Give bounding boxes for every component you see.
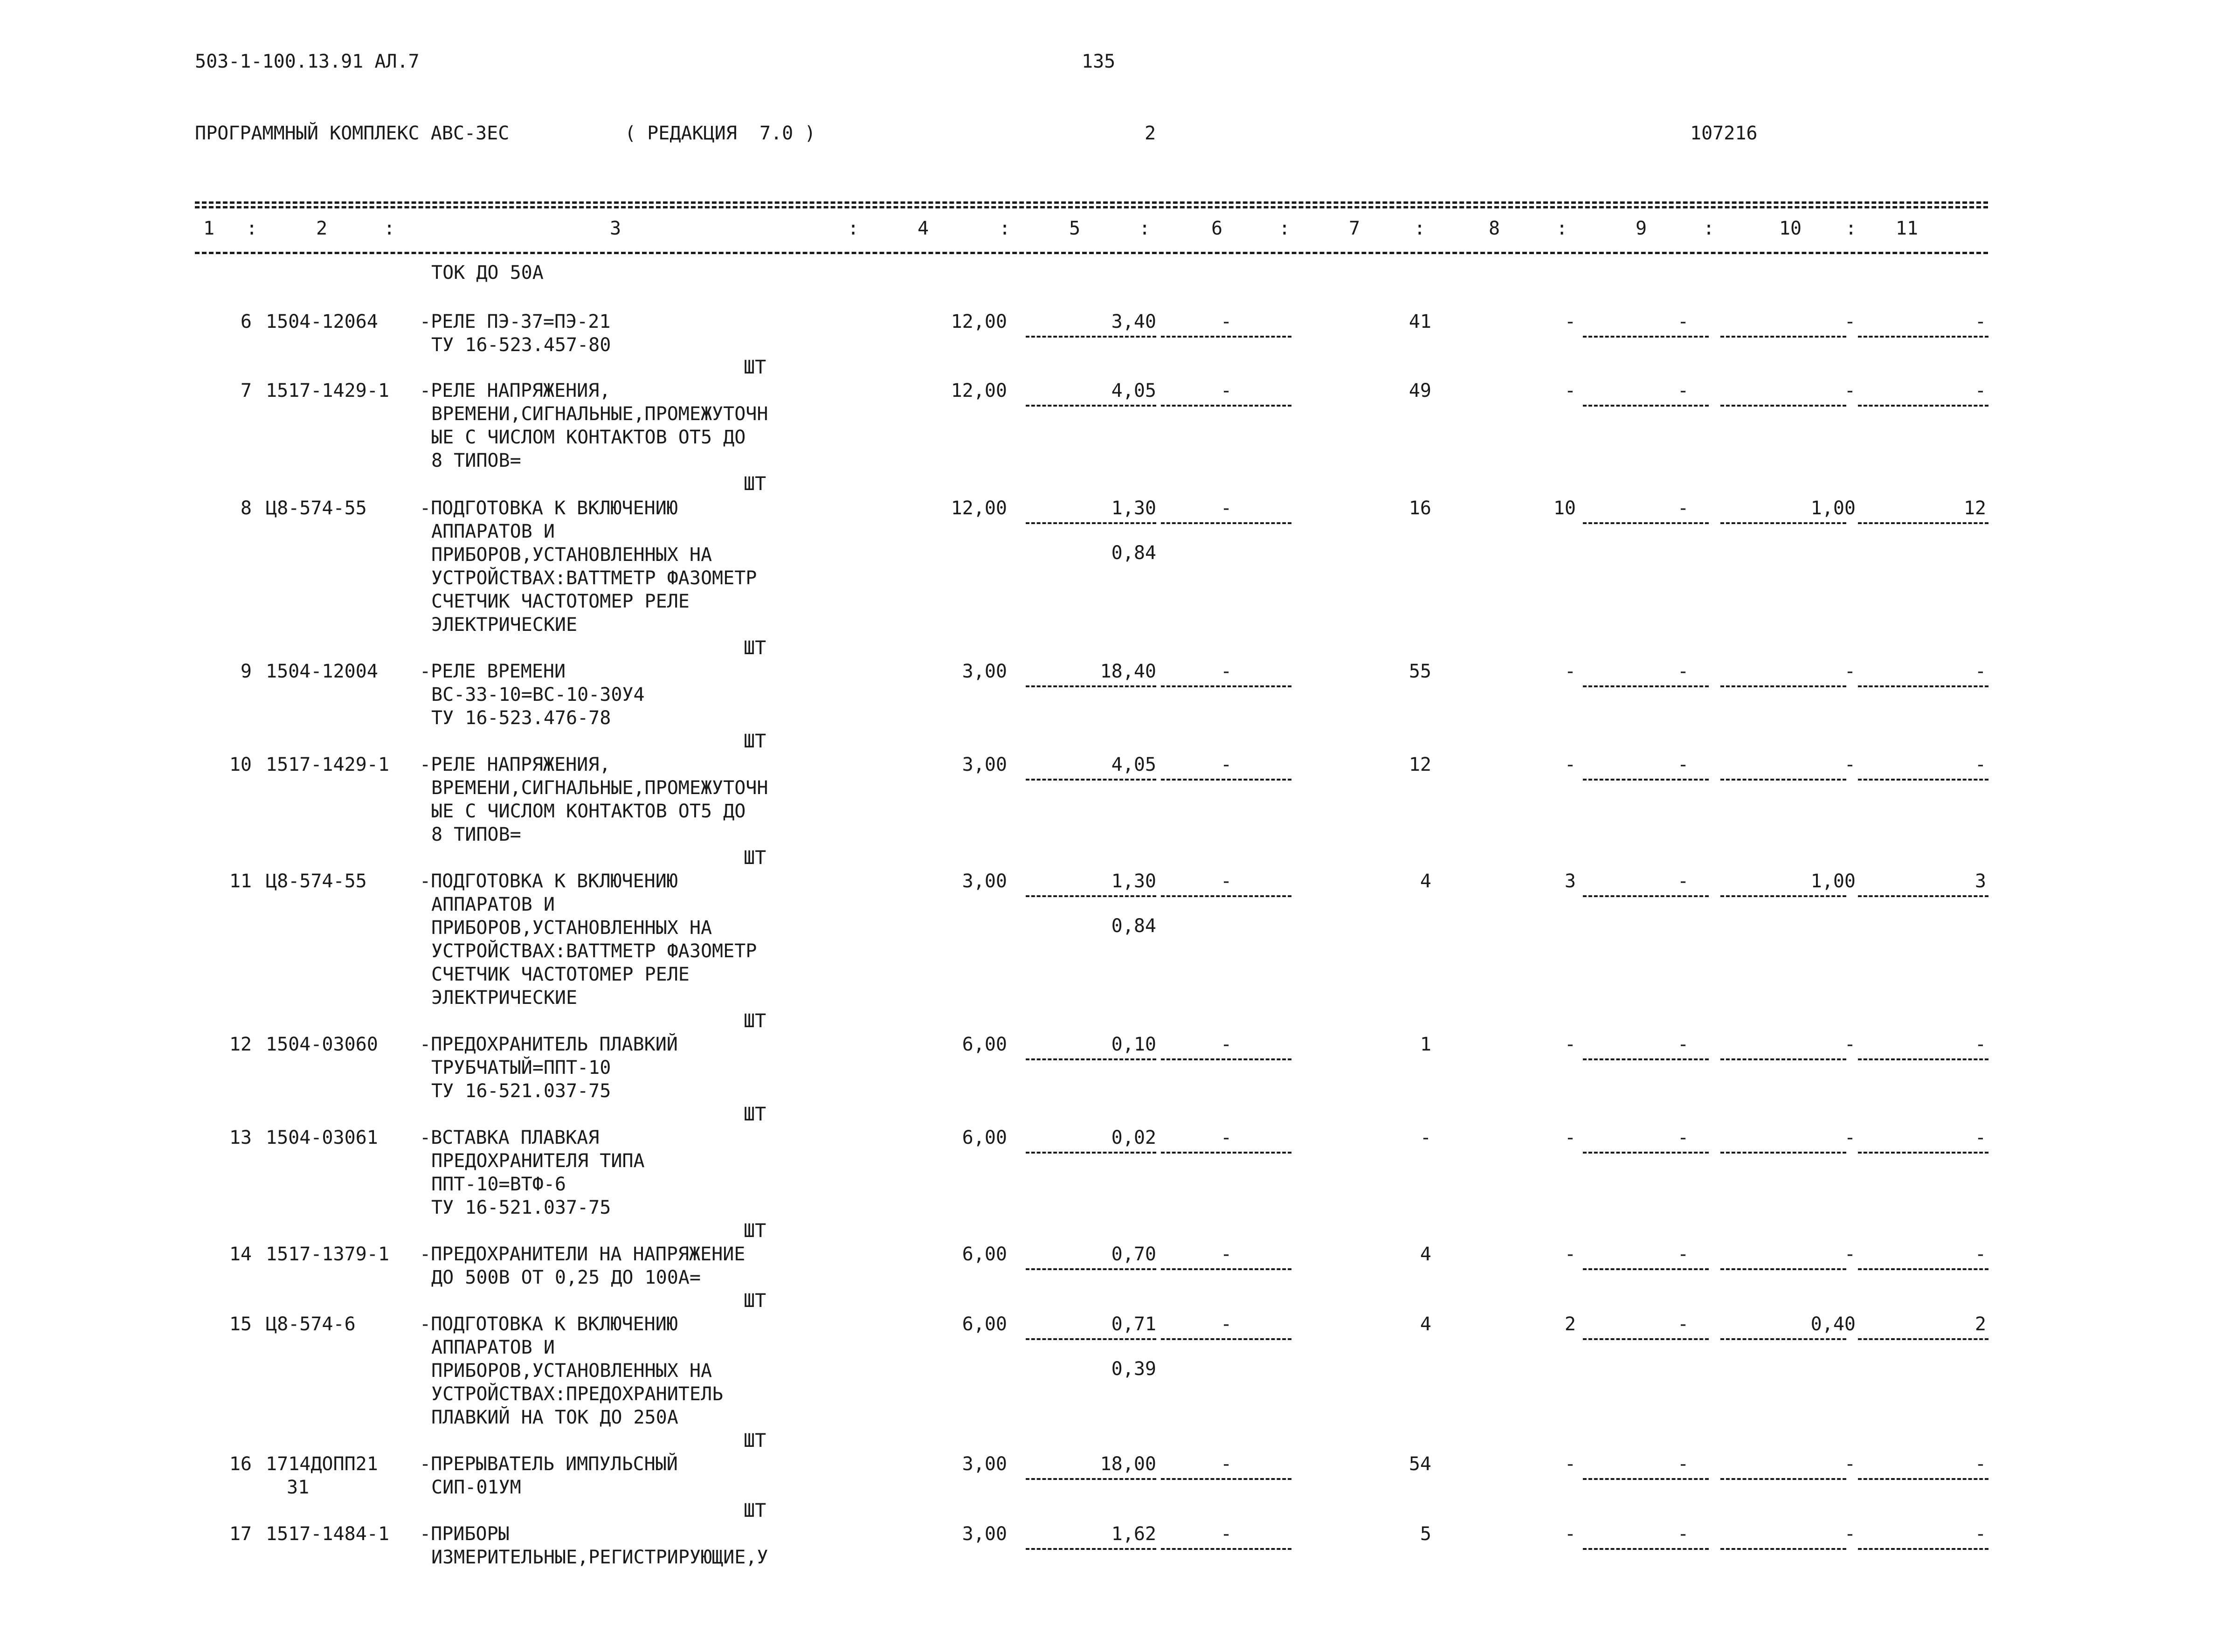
column-separator: :: [1278, 218, 1291, 239]
cell-col10: -: [1844, 754, 1856, 775]
cell-col5: 1,30: [1111, 498, 1156, 519]
subtotal-rule: [1720, 779, 1846, 781]
row-number: 15: [229, 1313, 252, 1335]
column-header-9: 9: [1635, 218, 1647, 239]
cell-col8: -: [1564, 1244, 1576, 1265]
document-code: 503-1-100.13.91 АЛ.7: [195, 51, 420, 72]
subtotal-rule: [1858, 895, 1988, 897]
item-description-line: -РЕЛЕ НАПРЯЖЕНИЯ,: [420, 754, 611, 775]
cell-col10: -: [1844, 1034, 1856, 1055]
cell-quantity: 12,00: [951, 311, 1007, 332]
cell-col11: 12: [1963, 498, 1986, 519]
item-code: 1504-12064: [266, 311, 378, 332]
item-description-line: ТУ 16-523.457-80: [431, 334, 611, 356]
column-separator: :: [847, 218, 859, 239]
item-description-line: АППАРАТОВ И: [431, 521, 555, 542]
cell-col11: -: [1975, 1523, 1986, 1545]
item-unit: ШТ: [744, 731, 766, 752]
item-description-line: -ПОДГОТОВКА К ВКЛЮЧЕНИЮ: [420, 871, 678, 892]
subtotal-rule: [1720, 1478, 1846, 1480]
item-description-line: -РЕЛЕ НАПРЯЖЕНИЯ,: [420, 380, 611, 401]
cell-col11: -: [1975, 1034, 1986, 1055]
subtotal-rule: [1161, 336, 1291, 338]
cell-col5: 1,62: [1111, 1523, 1156, 1545]
cell-col6: -: [1220, 1244, 1232, 1265]
item-description-line: СЧЕТЧИК ЧАСТОТОМЕР РЕЛЕ: [431, 964, 690, 985]
cell-quantity: 3,00: [962, 871, 1007, 892]
item-unit: ШТ: [744, 1104, 766, 1125]
subtotal-rule: [1583, 685, 1709, 687]
column-separator: :: [1556, 218, 1568, 239]
cell-col10: -: [1844, 1127, 1856, 1148]
cell-col5: 4,05: [1111, 380, 1156, 401]
cell-col5: 0,02: [1111, 1127, 1156, 1148]
item-unit: ШТ: [744, 637, 766, 659]
subtotal-rule: [1583, 1058, 1709, 1060]
subtotal-rule: [1161, 895, 1291, 897]
subtotal-rule: [1858, 779, 1988, 781]
cell-col6: -: [1220, 1034, 1232, 1055]
subtotal-rule: [1026, 685, 1156, 687]
cell-quantity: 3,00: [962, 661, 1007, 682]
item-description-line: ДО 500В ОТ 0,25 ДО 100А=: [431, 1267, 701, 1288]
subtotal-rule: [1720, 895, 1846, 897]
column-separator: :: [999, 218, 1011, 239]
cell-col9: -: [1677, 1034, 1689, 1055]
cell-col11: 3: [1975, 871, 1986, 892]
subtotal-rule: [1720, 522, 1846, 524]
subtotal-rule: [1161, 522, 1291, 524]
subtotal-rule: [1161, 405, 1291, 407]
cell-col11: -: [1975, 311, 1986, 332]
cell-col7: 16: [1408, 498, 1431, 519]
item-description-line: -ПРЕДОХРАНИТЕЛЬ ПЛАВКИЙ: [420, 1034, 678, 1055]
column-separator: :: [246, 218, 258, 239]
cell-col9: -: [1677, 1313, 1689, 1335]
item-description-line: ТРУБЧАТЫЙ=ППТ-10: [431, 1057, 611, 1078]
cell-col7: 41: [1408, 311, 1431, 332]
item-description-line: -ПРИБОРЫ: [420, 1523, 510, 1545]
cell-col5-secondary: 0,84: [1111, 542, 1156, 564]
item-unit: ШТ: [744, 1430, 766, 1452]
subtotal-rule: [1720, 685, 1846, 687]
cell-col5: 18,40: [1100, 661, 1156, 682]
item-description-line: АППАРАТОВ И: [431, 894, 555, 915]
cell-col9: -: [1677, 754, 1689, 775]
cell-col10: -: [1844, 1453, 1856, 1475]
column-separator: :: [383, 218, 395, 239]
subtotal-rule: [1583, 779, 1709, 781]
column-header-4: 4: [917, 218, 929, 239]
item-code: 1517-1429-1: [266, 380, 389, 401]
row-number: 16: [229, 1453, 252, 1475]
item-description-line: ВС-33-10=ВС-10-30У4: [431, 684, 645, 705]
cell-col10: 1,00: [1810, 498, 1856, 519]
continuation-text: ТОК ДО 50А: [431, 262, 544, 283]
item-description-line: СИП-01УМ: [431, 1477, 521, 1498]
cell-col10: 0,40: [1810, 1313, 1856, 1335]
cell-col9: -: [1677, 498, 1689, 519]
subtotal-rule: [1161, 1152, 1291, 1154]
row-number: 14: [229, 1244, 252, 1265]
cell-quantity: 3,00: [962, 754, 1007, 775]
cell-col5: 1,30: [1111, 871, 1156, 892]
item-description-line: ИЗМЕРИТЕЛЬНЫЕ,РЕГИСТРИРУЮЩИЕ,У: [431, 1547, 768, 1568]
column-separator: :: [1703, 218, 1715, 239]
subtotal-rule: [1583, 1268, 1709, 1270]
subtotal-rule: [1583, 336, 1709, 338]
cell-col6: -: [1220, 1453, 1232, 1475]
item-code: 1714ДОПП21: [266, 1453, 378, 1475]
item-unit: ШТ: [744, 473, 766, 495]
cell-quantity: 3,00: [962, 1523, 1007, 1545]
page-number: 135: [1082, 51, 1116, 72]
cell-col6: -: [1220, 498, 1232, 519]
subtotal-rule: [1026, 895, 1156, 897]
cell-col7: 5: [1420, 1523, 1431, 1545]
column-separator: :: [1845, 218, 1857, 239]
row-number: 6: [240, 311, 252, 332]
item-code: Ц8-574-6: [266, 1313, 356, 1335]
item-code-continuation: 31: [287, 1477, 310, 1498]
cell-col9: -: [1677, 311, 1689, 332]
column-separator: :: [1139, 218, 1151, 239]
cell-col11: -: [1975, 754, 1986, 775]
item-description-line: 8 ТИПОВ=: [431, 450, 521, 471]
item-code: 1504-03061: [266, 1127, 378, 1148]
cell-col11: -: [1975, 1453, 1986, 1475]
subtotal-rule: [1161, 1058, 1291, 1060]
item-description-line: СЧЕТЧИК ЧАСТОТОМЕР РЕЛЕ: [431, 591, 690, 612]
cell-col11: -: [1975, 661, 1986, 682]
item-description-line: 8 ТИПОВ=: [431, 824, 521, 845]
cell-col9: -: [1677, 1244, 1689, 1265]
column-header-8: 8: [1488, 218, 1500, 239]
item-code: 1517-1429-1: [266, 754, 389, 775]
item-description-line: -ПОДГОТОВКА К ВКЛЮЧЕНИЮ: [420, 498, 678, 519]
column-separator: :: [1414, 218, 1426, 239]
subtotal-rule: [1026, 1548, 1156, 1550]
cell-col5: 4,05: [1111, 754, 1156, 775]
cell-col6: -: [1220, 1127, 1232, 1148]
item-description-line: -РЕЛЕ ПЭ-37=ПЭ-21: [420, 311, 611, 332]
cell-col7: 4: [1420, 871, 1431, 892]
cell-col9: -: [1677, 1127, 1689, 1148]
row-number: 10: [229, 754, 252, 775]
cell-col8: 2: [1564, 1313, 1576, 1335]
item-description-line: ПРИБОРОВ,УСТАНОВЛЕННЫХ НА: [431, 1360, 712, 1382]
cell-col8: -: [1564, 380, 1576, 401]
cell-col9: -: [1677, 871, 1689, 892]
item-description-line: ПРИБОРОВ,УСТАНОВЛЕННЫХ НА: [431, 544, 712, 566]
item-description-line: -ПОДГОТОВКА К ВКЛЮЧЕНИЮ: [420, 1313, 678, 1335]
subtotal-rule: [1720, 336, 1846, 338]
item-unit: ШТ: [744, 1010, 766, 1032]
column-header-7: 7: [1348, 218, 1360, 239]
item-code: 1517-1379-1: [266, 1244, 389, 1265]
subtotal-rule: [1583, 1548, 1709, 1550]
subtotal-rule: [1720, 405, 1846, 407]
cell-col8: 10: [1553, 498, 1576, 519]
subtotal-rule: [1583, 522, 1709, 524]
document-number: 107216: [1690, 123, 1758, 144]
cell-quantity: 6,00: [962, 1313, 1007, 1335]
subtotal-rule: [1858, 1152, 1988, 1154]
subtotal-rule: [1161, 1478, 1291, 1480]
cell-col5: 0,71: [1111, 1313, 1156, 1335]
item-description-line: ЫЕ С ЧИСЛОМ КОНТАКТОВ ОТ5 ДО: [431, 801, 746, 822]
subtotal-rule: [1161, 1268, 1291, 1270]
item-description-line: ТУ 16-521.037-75: [431, 1197, 611, 1218]
item-description-line: ЭЛЕКТРИЧЕСКИЕ: [431, 987, 578, 1009]
cell-col6: -: [1220, 1523, 1232, 1545]
cell-quantity: 12,00: [951, 380, 1007, 401]
cell-col7: 12: [1408, 754, 1431, 775]
subtotal-rule: [1583, 1152, 1709, 1154]
item-code: 1504-03060: [266, 1034, 378, 1055]
cell-col8: -: [1564, 1127, 1576, 1148]
item-description-line: ПЛАВКИЙ НА ТОК ДО 250А: [431, 1407, 678, 1428]
cell-col8: -: [1564, 1523, 1576, 1545]
subtotal-rule: [1858, 336, 1988, 338]
subtotal-rule: [1858, 1268, 1988, 1270]
cell-col10: 1,00: [1810, 871, 1856, 892]
item-unit: ШТ: [744, 1290, 766, 1312]
subtotal-rule: [1583, 1478, 1709, 1480]
cell-col10: -: [1844, 1244, 1856, 1265]
subtotal-rule: [1720, 1152, 1846, 1154]
item-description-line: ПРИБОРОВ,УСТАНОВЛЕННЫХ НА: [431, 917, 712, 939]
subtotal-rule: [1720, 1548, 1846, 1550]
cell-col8: -: [1564, 1034, 1576, 1055]
subtotal-rule: [1026, 336, 1156, 338]
cell-col7: 49: [1408, 380, 1431, 401]
cell-col6: -: [1220, 754, 1232, 775]
cell-col5-secondary: 0,84: [1111, 915, 1156, 937]
subtotal-rule: [1161, 1338, 1291, 1340]
item-description-line: ВРЕМЕНИ,СИГНАЛЬНЫЕ,ПРОМЕЖУТОЧН: [431, 777, 768, 799]
subtotal-rule: [1720, 1268, 1846, 1270]
row-number: 7: [240, 380, 252, 401]
item-description-line: УСТРОЙСТВАХ:ВАТТМЕТР ФАЗОМЕТР: [431, 940, 757, 962]
cell-col5-secondary: 0,39: [1111, 1358, 1156, 1380]
program-title: ПРОГРАММНЫЙ КОМПЛЕКС АВС-3ЕС: [195, 123, 510, 144]
subtotal-rule: [1026, 1338, 1156, 1340]
cell-col9: -: [1677, 380, 1689, 401]
item-code: 1504-12004: [266, 661, 378, 682]
item-description-line: -ВСТАВКА ПЛАВКАЯ: [420, 1127, 600, 1148]
cell-col11: -: [1975, 380, 1986, 401]
cell-col10: -: [1844, 661, 1856, 682]
table-header-rule: [195, 252, 1988, 254]
cell-quantity: 6,00: [962, 1034, 1007, 1055]
cell-col9: -: [1677, 1523, 1689, 1545]
item-description-line: ТУ 16-523.476-78: [431, 707, 611, 729]
subtotal-rule: [1026, 779, 1156, 781]
item-description-line: АППАРАТОВ И: [431, 1337, 555, 1358]
item-description-line: -ПРЕРЫВАТЕЛЬ ИМПУЛЬСНЫЙ: [420, 1453, 678, 1475]
item-description-line: ТУ 16-521.037-75: [431, 1080, 611, 1102]
subtotal-rule: [1720, 1058, 1846, 1060]
column-header-3: 3: [609, 218, 621, 239]
cell-col7: 4: [1420, 1244, 1431, 1265]
edition-label: ( РЕДАКЦИЯ 7.0 ): [625, 123, 816, 144]
cell-col7: 4: [1420, 1313, 1431, 1335]
cell-col11: 2: [1975, 1313, 1986, 1335]
cell-col9: -: [1677, 1453, 1689, 1475]
cell-col8: -: [1564, 754, 1576, 775]
column-header-11: 11: [1895, 218, 1919, 239]
cell-col5: 3,40: [1111, 311, 1156, 332]
item-description-line: УСТРОЙСТВАХ:ВАТТМЕТР ФАЗОМЕТР: [431, 567, 757, 589]
item-unit: ШТ: [744, 1220, 766, 1242]
subtotal-rule: [1858, 1338, 1988, 1340]
cell-col8: -: [1564, 1453, 1576, 1475]
row-number: 9: [240, 661, 252, 682]
cell-col6: -: [1220, 380, 1232, 401]
subtotal-rule: [1026, 1478, 1156, 1480]
column-header-2: 2: [316, 218, 328, 239]
subtotal-rule: [1858, 1478, 1988, 1480]
cell-col11: -: [1975, 1244, 1986, 1265]
item-description-line: ЭЛЕКТРИЧЕСКИЕ: [431, 614, 578, 636]
row-number: 13: [229, 1127, 252, 1148]
cell-quantity: 12,00: [951, 498, 1007, 519]
item-unit: ШТ: [744, 847, 766, 869]
subtotal-rule: [1858, 405, 1988, 407]
column-header-10: 10: [1779, 218, 1802, 239]
subtotal-rule: [1858, 522, 1988, 524]
cell-col9: -: [1677, 661, 1689, 682]
item-description-line: ВРЕМЕНИ,СИГНАЛЬНЫЕ,ПРОМЕЖУТОЧН: [431, 403, 768, 425]
item-description-line: -ПРЕДОХРАНИТЕЛИ НА НАПРЯЖЕНИЕ: [420, 1244, 746, 1265]
item-description-line: -РЕЛЕ ВРЕМЕНИ: [420, 661, 566, 682]
cell-col5: 0,10: [1111, 1034, 1156, 1055]
cell-col10: -: [1844, 380, 1856, 401]
cell-col6: -: [1220, 1313, 1232, 1335]
item-description-line: УСТРОЙСТВАХ:ПРЕДОХРАНИТЕЛЬ: [431, 1383, 724, 1405]
cell-col10: -: [1844, 311, 1856, 332]
subtotal-rule: [1583, 405, 1709, 407]
row-number: 12: [229, 1034, 252, 1055]
subtotal-rule: [1858, 1548, 1988, 1550]
item-unit: ШТ: [744, 357, 766, 378]
item-description-line: ПРЕДОХРАНИТЕЛЯ ТИПА: [431, 1150, 645, 1172]
subtotal-rule: [1583, 895, 1709, 897]
item-description-line: ЫЕ С ЧИСЛОМ КОНТАКТОВ ОТ5 ДО: [431, 427, 746, 448]
table-top-rule: [195, 201, 1988, 204]
sheet-number: 2: [1145, 123, 1156, 144]
cell-col6: -: [1220, 661, 1232, 682]
cell-col5: 0,70: [1111, 1244, 1156, 1265]
subtotal-rule: [1858, 1058, 1988, 1060]
column-header-1: 1: [203, 218, 215, 239]
table-top-rule-2: [195, 206, 1988, 208]
subtotal-rule: [1161, 779, 1291, 781]
item-code: Ц8-574-55: [266, 871, 367, 892]
row-number: 8: [240, 498, 252, 519]
cell-quantity: 3,00: [962, 1453, 1007, 1475]
subtotal-rule: [1026, 1152, 1156, 1154]
cell-quantity: 6,00: [962, 1127, 1007, 1148]
cell-col10: -: [1844, 1523, 1856, 1545]
item-code: 1517-1484-1: [266, 1523, 389, 1545]
cell-col7: 54: [1408, 1453, 1431, 1475]
cell-col5: 18,00: [1100, 1453, 1156, 1475]
subtotal-rule: [1161, 1548, 1291, 1550]
subtotal-rule: [1026, 522, 1156, 524]
cell-col11: -: [1975, 1127, 1986, 1148]
item-unit: ШТ: [744, 1500, 766, 1521]
item-description-line: ППТ-10=ВТФ-6: [431, 1174, 566, 1195]
item-code: Ц8-574-55: [266, 498, 367, 519]
cell-col8: -: [1564, 311, 1576, 332]
row-number: 11: [229, 871, 252, 892]
subtotal-rule: [1720, 1338, 1846, 1340]
cell-col7: -: [1420, 1127, 1431, 1148]
cell-quantity: 6,00: [962, 1244, 1007, 1265]
cell-col8: 3: [1564, 871, 1576, 892]
subtotal-rule: [1026, 405, 1156, 407]
column-header-6: 6: [1211, 218, 1223, 239]
subtotal-rule: [1858, 685, 1988, 687]
subtotal-rule: [1026, 1268, 1156, 1270]
column-header-5: 5: [1069, 218, 1081, 239]
cell-col7: 1: [1420, 1034, 1431, 1055]
cell-col6: -: [1220, 311, 1232, 332]
cell-col7: 55: [1408, 661, 1431, 682]
subtotal-rule: [1161, 685, 1291, 687]
subtotal-rule: [1026, 1058, 1156, 1060]
row-number: 17: [229, 1523, 252, 1545]
subtotal-rule: [1583, 1338, 1709, 1340]
cell-col6: -: [1220, 871, 1232, 892]
cell-col8: -: [1564, 661, 1576, 682]
